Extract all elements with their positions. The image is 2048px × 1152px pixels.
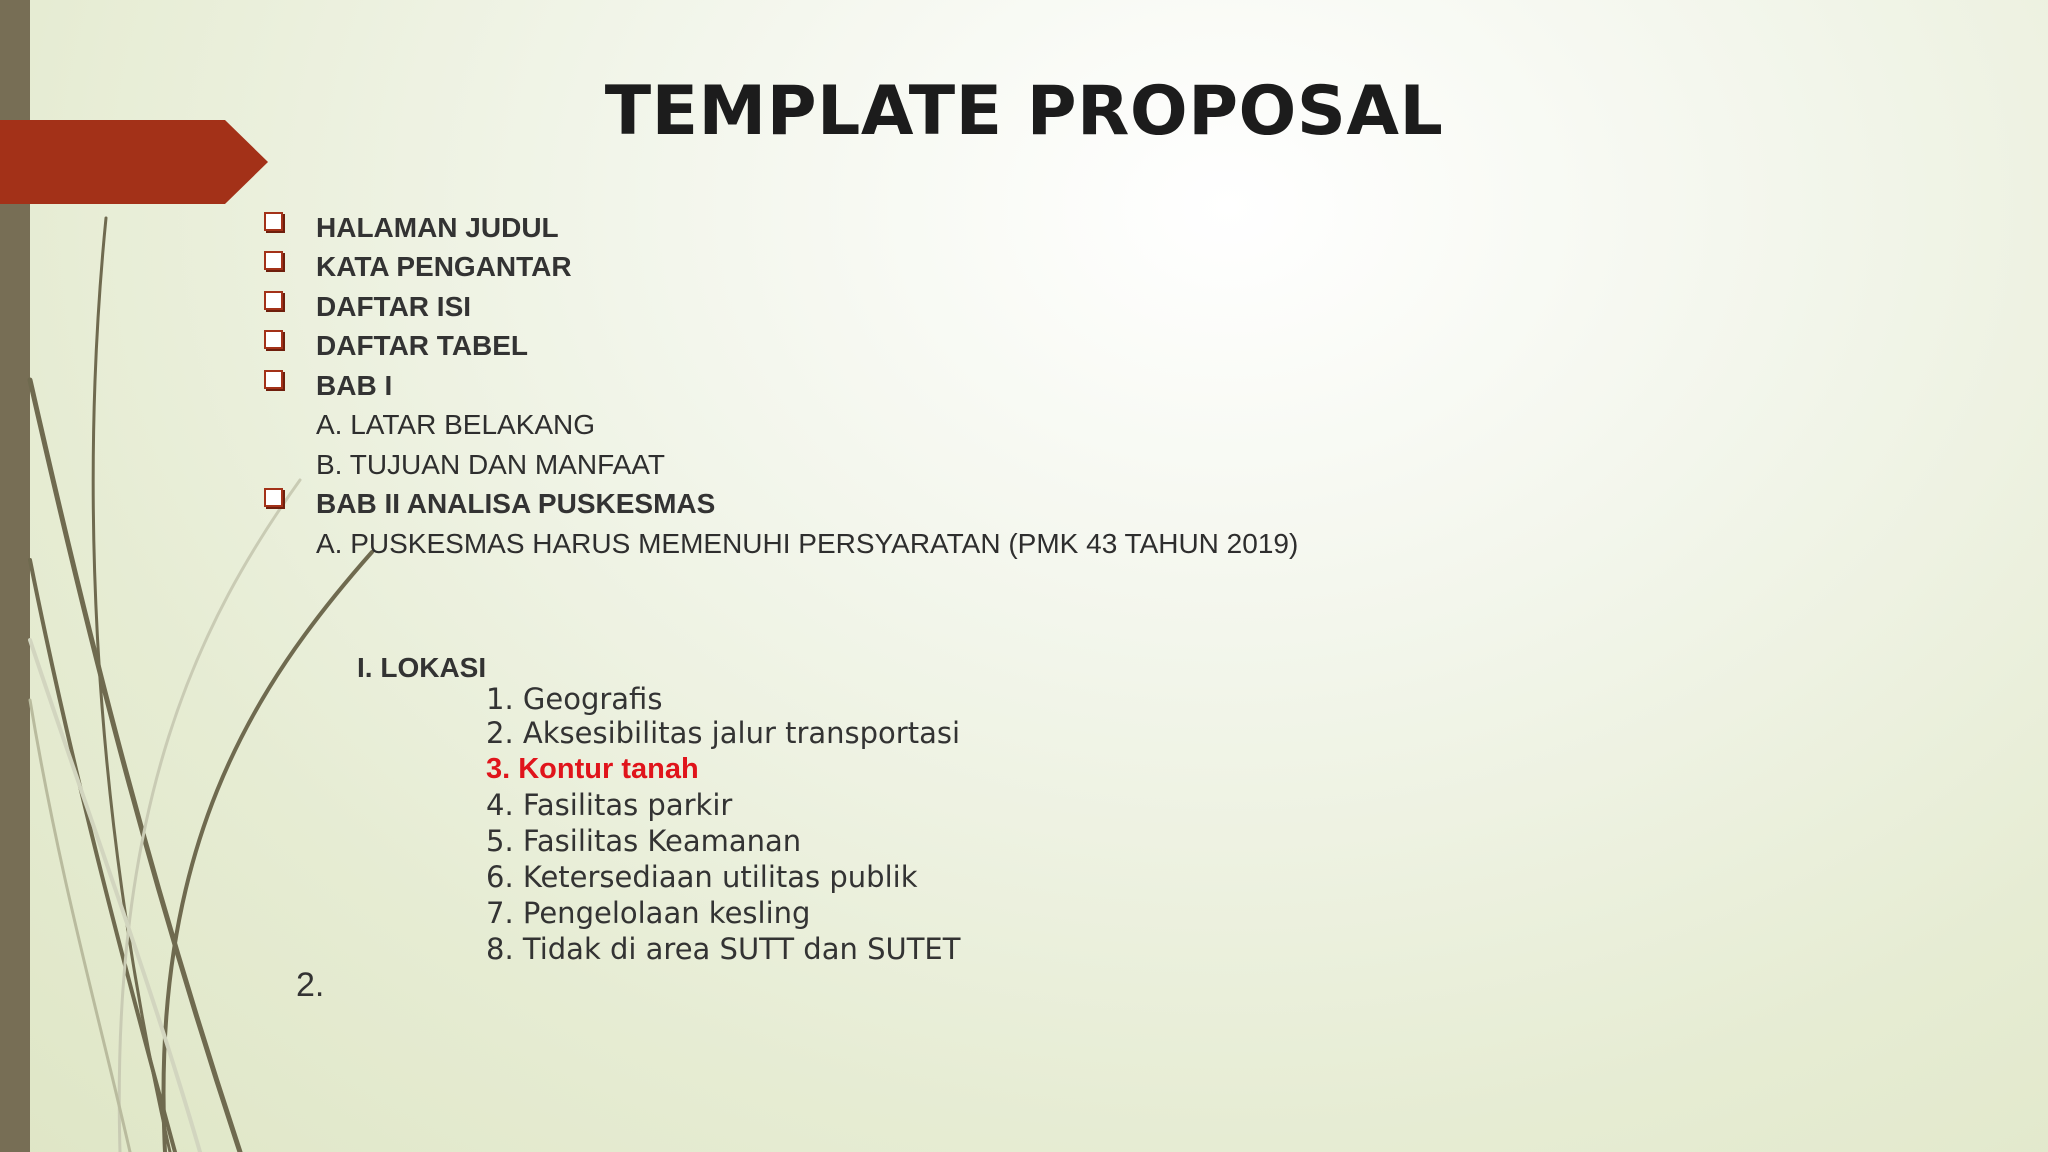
outline-item: KATA PENGANTAR: [316, 251, 572, 282]
square-bullet-icon: [264, 488, 283, 507]
square-bullet-icon: [264, 330, 283, 349]
outline-subitem: A. LATAR BELAKANG: [316, 409, 596, 440]
lokasi-item: 7. Pengelolaan kesling: [486, 896, 811, 930]
slide-title: TEMPLATE PROPOSAL: [604, 72, 1444, 151]
square-bullet-icon: [264, 251, 283, 270]
outline-item: DAFTAR ISI: [316, 291, 472, 322]
outline-item: BAB I: [316, 370, 393, 401]
lokasi-item: 6. Ketersediaan utilitas publik: [486, 860, 918, 894]
lokasi-item-highlighted: 3. Kontur tanah: [486, 753, 699, 785]
square-bullet-icon: [264, 291, 283, 310]
section-heading-lokasi: I. LOKASI: [357, 652, 487, 683]
outline-subitem: A. PUSKESMAS HARUS MEMENUHI PERSYARATAN (PMK 43 TAHUN 2019): [316, 528, 1299, 559]
square-bullet-icon: [264, 212, 283, 231]
lokasi-item: 8. Tidak di area SUTT dan SUTET: [486, 932, 961, 966]
outline-subitem: B. TUJUAN DAN MANFAAT: [316, 449, 666, 480]
slide-number: 2.: [296, 966, 325, 1004]
square-bullet-icon: [264, 370, 283, 389]
outline-item: BAB II ANALISA PUSKESMAS: [316, 488, 716, 519]
outline-item: HALAMAN JUDUL: [316, 212, 559, 243]
lokasi-item: 5. Fasilitas Keamanan: [486, 824, 802, 858]
lokasi-item: 4. Fasilitas parkir: [486, 788, 733, 822]
outline-item: DAFTAR TABEL: [316, 330, 529, 361]
lokasi-item: 1. Geografis: [486, 682, 663, 716]
lokasi-item: 2. Aksesibilitas jalur transportasi: [486, 716, 961, 750]
